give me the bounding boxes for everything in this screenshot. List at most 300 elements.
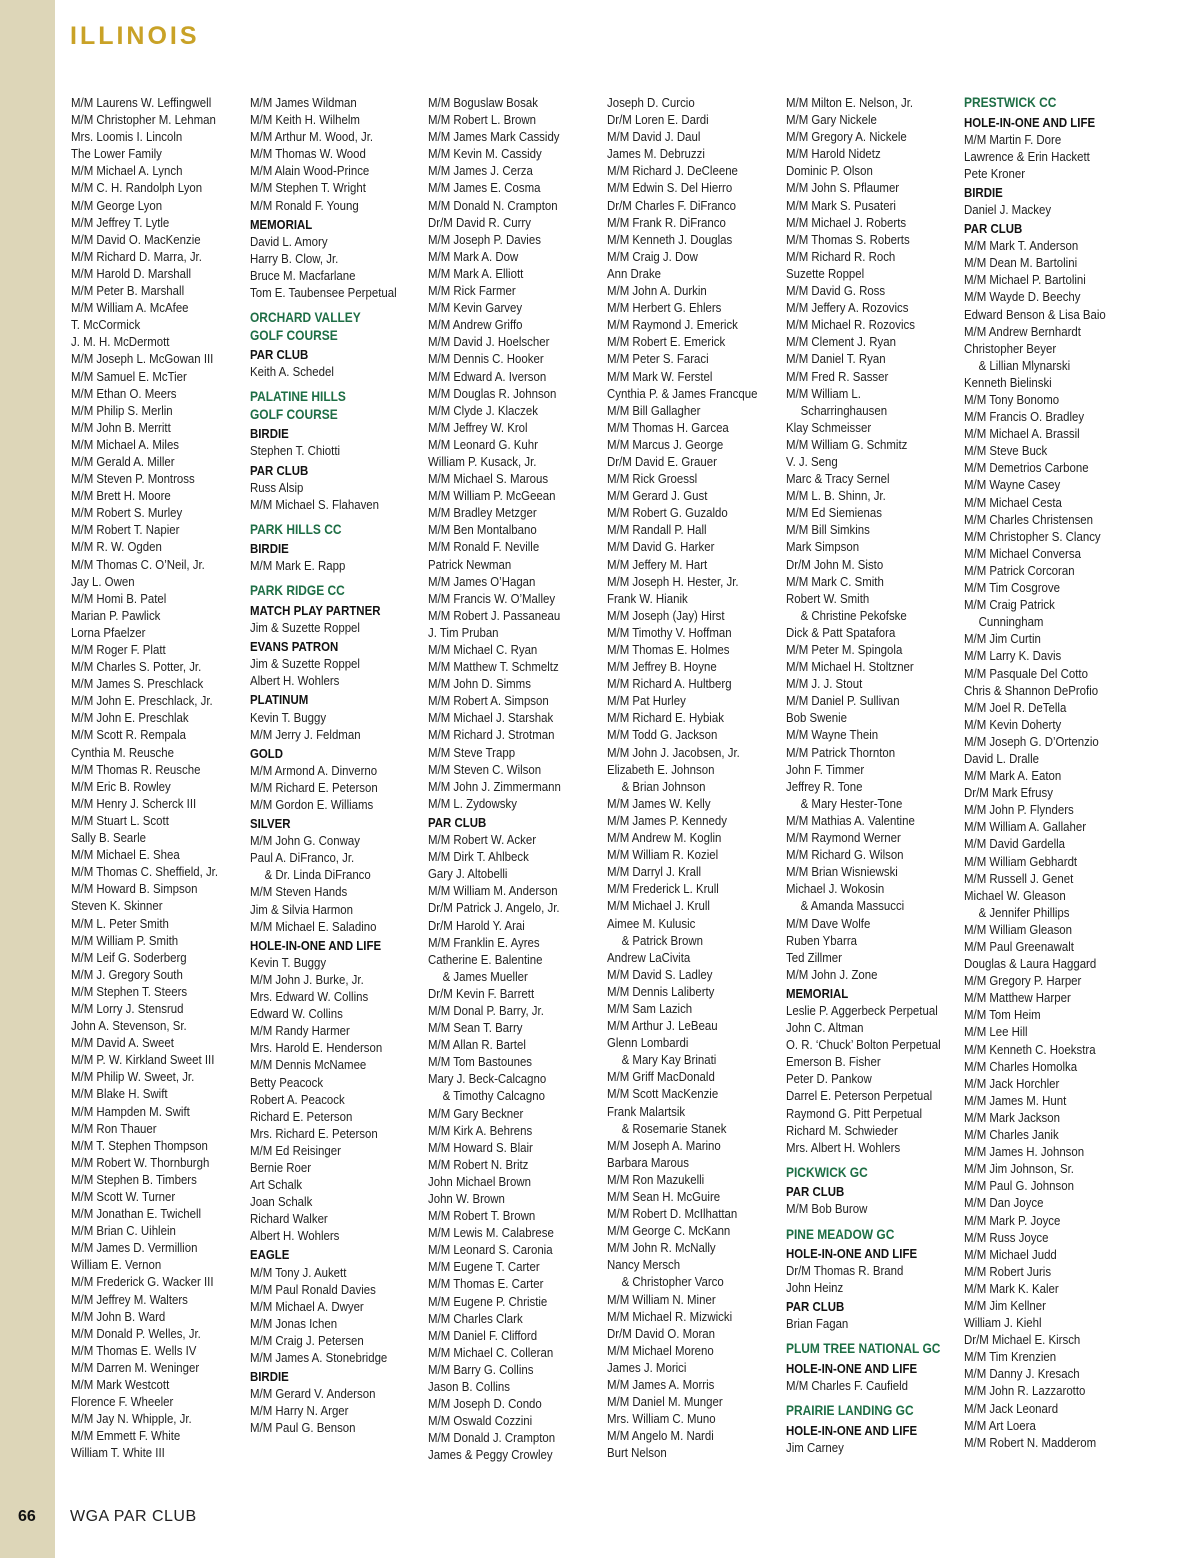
member-name: M/M Frederick L. Krull: [607, 881, 719, 897]
member-name: M/M Thomas S. Roberts: [786, 231, 910, 247]
page-number: 66: [18, 1508, 36, 1525]
member-name: M/M Timothy V. Hoffman: [607, 624, 732, 640]
member-name: M/M George Lyon: [71, 197, 163, 213]
membership-level-heading: BIRDIE: [964, 184, 1003, 200]
member-name: M/M Armond A. Dinverno: [250, 762, 378, 778]
club-heading: PLUM TREE NATIONAL GC: [786, 1341, 941, 1357]
member-name: M/M Mark Jackson: [964, 1109, 1060, 1125]
member-name: Stephen T. Chiotti: [250, 443, 341, 459]
member-name: M/M Gregory P. Harper: [964, 973, 1082, 989]
member-name: M/M Rick Farmer: [428, 283, 516, 299]
member-name: M/M Kevin Garvey: [428, 300, 523, 316]
member-name: M/M Jeffrey W. Krol: [428, 419, 528, 435]
member-name: M/M Daniel M. Munger: [607, 1394, 723, 1410]
member-name: M/M Arthur J. LeBeau: [607, 1018, 718, 1034]
membership-level-heading: SILVER: [250, 816, 291, 832]
member-name: M/M John R. McNally: [607, 1240, 716, 1256]
member-name: M/M Tony J. Aukett: [250, 1264, 347, 1280]
member-name: Gary J. Altobelli: [428, 866, 508, 882]
member-name: Mrs. Loomis I. Lincoln: [71, 129, 183, 145]
member-name: M/M Eric B. Rowley: [71, 778, 171, 794]
member-name: Sally B. Searle: [71, 830, 147, 846]
member-name: M/M Jim Kellner: [964, 1297, 1046, 1313]
member-name: M/M Mark Westcott: [71, 1377, 170, 1393]
member-name: M/M Ben Montalbano: [428, 522, 537, 538]
membership-level-heading: BIRDIE: [250, 1369, 289, 1385]
member-name: M/M William Gebhardt: [964, 853, 1078, 869]
member-name: M/M Thomas R. Reusche: [71, 761, 201, 777]
member-name: M/M Larry K. Davis: [964, 648, 1062, 664]
member-name: Albert H. Wohlers: [250, 1228, 340, 1244]
member-name: M/M Joel R. DeTella: [964, 699, 1067, 715]
membership-level-heading: PAR CLUB: [786, 1299, 845, 1315]
member-name: M/M Steven C. Wilson: [428, 761, 542, 777]
member-name: M/M Michael E. Shea: [71, 847, 180, 863]
member-name: William T. White III: [71, 1445, 165, 1461]
member-name: Dr/M Loren E. Dardi: [607, 112, 709, 128]
member-name: Jim & Suzette Roppel: [250, 656, 360, 672]
member-name: T. McCormick: [71, 317, 141, 333]
member-name: M/M Lee Hill: [964, 1024, 1028, 1040]
member-name: Burt Nelson: [607, 1445, 667, 1461]
side-strip: [0, 0, 55, 1558]
member-name: M/M Gerard V. Anderson: [250, 1386, 376, 1402]
member-name: M/M George C. McKann: [607, 1223, 731, 1239]
member-name: M/M Tom Bastounes: [428, 1054, 533, 1070]
member-name: Barbara Marous: [607, 1154, 689, 1170]
member-name: James J. Morici: [607, 1359, 687, 1375]
member-name: M/M Roger F. Platt: [71, 642, 166, 657]
club-heading: PICKWICK GC: [786, 1164, 868, 1180]
member-name: M/M Ethan O. Meers: [71, 385, 177, 401]
club-heading: PRAIRIE LANDING GC: [786, 1403, 914, 1419]
member-name: M/M Mark A. Dow: [428, 248, 519, 264]
member-name: M/M David G. Harker: [607, 539, 715, 555]
member-name: M/M Brian Wisniewski: [786, 864, 898, 880]
member-name: M/M Darren M. Weninger: [71, 1359, 200, 1375]
member-name: M/M Tom Heim: [964, 1007, 1041, 1023]
member-name: M/M Dennis McNamee: [250, 1057, 367, 1073]
member-name: M/M Leif G. Soderberg: [71, 949, 187, 965]
member-name: M/M Mark W. Ferstel: [607, 368, 713, 384]
member-name: M/M Richard J. Strotman: [428, 727, 555, 743]
member-name: M/M Michael R. Rozovics: [786, 317, 915, 333]
member-name: M/M Michael R. Mizwicki: [607, 1308, 733, 1324]
member-name: Ted Zillmer: [786, 949, 842, 965]
member-name: M/M Randy Harmer: [250, 1023, 350, 1039]
member-name: M/M Michael P. Bartolini: [964, 272, 1086, 288]
member-name: M/M Howard S. Blair: [428, 1139, 533, 1155]
member-name: M/M Patrick Thornton: [786, 744, 896, 760]
member-name: M/M Dirk T. Ahlbeck: [428, 849, 529, 865]
member-name: M/M Robert A. Simpson: [428, 693, 549, 709]
member-name: M/M John J. Zimmermann: [428, 778, 561, 794]
member-name: Art Schalk: [250, 1177, 303, 1193]
member-name: M/M Michael J. Krull: [607, 898, 710, 914]
member-name-continuation: & Mary Kay Brinati: [621, 1052, 717, 1068]
member-name: M/M Scott W. Turner: [71, 1189, 176, 1204]
member-name: M/M John B. Merritt: [71, 419, 171, 435]
member-name: John W. Brown: [428, 1191, 505, 1206]
member-name: M/M Robert S. Murley: [71, 505, 183, 521]
member-name: M/M Michael H. Stoltzner: [786, 659, 914, 675]
member-name: M/M John B. Ward: [71, 1308, 166, 1324]
member-name: M/M Ronald F. Neville: [428, 539, 540, 555]
member-name: M/M David G. Ross: [786, 283, 886, 299]
member-name: M/M Sean T. Barry: [428, 1020, 523, 1036]
member-name: M/M Daniel F. Clifford: [428, 1327, 538, 1343]
member-name: M/M Bill Simkins: [786, 522, 870, 538]
membership-level-heading: EAGLE: [250, 1247, 290, 1263]
member-name: Dr/M David E. Grauer: [607, 453, 717, 469]
member-name: M/M Dennis C. Hooker: [428, 351, 544, 367]
member-name: M/M Bill Gallagher: [607, 402, 701, 418]
member-name: M/M Stephen T. Steers: [71, 983, 188, 999]
member-name-continuation: & Christine Pekofske: [800, 607, 907, 623]
member-name: M/M Jonathan E. Twichell: [71, 1206, 202, 1222]
member-name: M/M Sam Lazich: [607, 1000, 693, 1016]
member-name: M/M Leonard G. Kuhr: [428, 436, 538, 452]
member-name: Mrs. Edward W. Collins: [250, 989, 369, 1005]
member-name: M/M Steve Buck: [964, 443, 1048, 459]
member-name: M/M Robert Juris: [964, 1263, 1052, 1279]
member-name: M/M Eugene T. Carter: [428, 1259, 540, 1275]
member-name: M/M Stephen B. Timbers: [71, 1171, 197, 1187]
state-title: ILLINOIS: [70, 22, 200, 50]
member-name: M/M Ron Mazukelli: [607, 1171, 705, 1187]
member-name: M/M Herbert G. Ehlers: [607, 300, 722, 316]
member-name: Suzette Roppel: [786, 265, 865, 281]
member-name: M/M James Mark Cassidy: [428, 129, 560, 145]
member-name: M/M Bradley Metzger: [428, 505, 537, 521]
member-name: M/M Richard R. Roch: [786, 248, 896, 264]
member-name: David L. Dralle: [964, 750, 1039, 766]
member-name-continuation: & James Mueller: [442, 968, 528, 984]
club-heading: PINE MEADOW GC: [786, 1226, 895, 1242]
member-name: Edward W. Collins: [250, 1006, 343, 1022]
member-name: M/M Michael E. Saladino: [250, 918, 377, 934]
member-name-continuation: & Rosemarie Stanek: [621, 1120, 727, 1136]
member-name: M/M David S. Ladley: [607, 966, 713, 982]
column-4: [607, 94, 785, 1462]
member-name: O. R. ‘Chuck’ Bolton Perpetual: [786, 1037, 941, 1053]
member-name: M/M Richard D. Marra, Jr.: [71, 248, 202, 264]
member-name: Marc & Tracy Sernel: [786, 471, 890, 487]
member-name: Jay L. Owen: [71, 573, 135, 589]
member-name: M/M Dave Wolfe: [786, 915, 871, 931]
member-name: M/M David A. Sweet: [71, 1035, 174, 1051]
member-name: M/M Kirk A. Behrens: [428, 1122, 533, 1138]
member-name: M/M Alain Wood-Prince: [250, 163, 370, 179]
member-name: M/M William M. Anderson: [428, 883, 558, 899]
member-name: M/M William P. McGeean: [428, 488, 556, 504]
member-name: Jeffrey R. Tone: [786, 778, 863, 794]
member-name: M/M Kevin M. Cassidy: [428, 146, 542, 162]
member-name: M/M Paul G. Benson: [250, 1420, 356, 1436]
member-name: Richard M. Schwieder: [786, 1122, 898, 1138]
member-name: M/M William N. Miner: [607, 1291, 716, 1307]
member-name: M/M Harold Nidetz: [786, 146, 881, 162]
member-name-continuation: Cunningham: [978, 614, 1044, 630]
member-name: M/M Gary Beckner: [428, 1105, 524, 1121]
member-name: M/M L. Zydowsky: [428, 795, 517, 811]
membership-level-heading: GOLD: [250, 745, 284, 761]
member-name: M/M John A. Durkin: [607, 283, 707, 299]
member-name: M/M Stuart L. Scott: [71, 812, 169, 828]
membership-level-heading: HOLE-IN-ONE AND LIFE: [250, 937, 382, 953]
member-name: M/M Todd G. Jackson: [607, 727, 718, 743]
member-name: M/M Daniel T. Ryan: [786, 351, 886, 367]
member-name-continuation: & Mary Hester-Tone: [800, 795, 903, 811]
member-name: Peter D. Pankow: [786, 1071, 872, 1087]
member-name: Dr/M Kevin F. Barrett: [428, 985, 535, 1001]
membership-level-heading: HOLE-IN-ONE AND LIFE: [786, 1422, 918, 1438]
member-name: M/M John E. Preschlack, Jr.: [71, 693, 213, 709]
member-name: M/M Thomas E. Holmes: [607, 642, 730, 657]
member-name: M/M David J. Daul: [607, 129, 701, 145]
member-name-continuation: & Jennifer Phillips: [978, 904, 1070, 920]
member-name: M/M Michael A. Brassil: [964, 426, 1080, 442]
member-name: Richard E. Peterson: [250, 1108, 353, 1124]
member-name: Richard Walker: [250, 1211, 328, 1227]
member-name: Russ Alsip: [250, 479, 304, 495]
member-name: M/M James Wildman: [250, 95, 357, 110]
member-name: M/M Michael S. Flahaven: [250, 496, 380, 512]
member-name: M/M T. Stephen Thompson: [71, 1137, 208, 1153]
member-name: M/M Boguslaw Bosak: [428, 95, 538, 110]
member-name: Elizabeth E. Johnson: [607, 761, 715, 777]
member-name: M/M Charles Christensen: [964, 511, 1094, 527]
member-name: M/M Wayde D. Beechy: [964, 289, 1081, 305]
member-name: M/M Michael A. Miles: [71, 436, 180, 452]
member-name: M/M Steve Trapp: [428, 744, 516, 760]
member-name: Glenn Lombardi: [607, 1035, 689, 1051]
member-name: V. J. Seng: [786, 453, 838, 469]
member-name: M/M Ronald F. Young: [250, 197, 359, 213]
member-name: M/M Sean H. McGuire: [607, 1189, 721, 1204]
membership-level-heading: EVANS PATRON: [250, 639, 339, 655]
member-name: M/M Jim Curtin: [964, 631, 1041, 647]
member-name: Tom E. Taubensee Perpetual: [250, 285, 397, 301]
member-name: M/M Jeffrey M. Walters: [71, 1291, 188, 1307]
member-name: M/M Harry N. Arger: [250, 1403, 349, 1419]
member-name: M/M Joseph (Jay) Hirst: [607, 607, 725, 623]
member-name: John Heinz: [786, 1280, 844, 1296]
member-name: M/M Jeffrey T. Lytle: [71, 214, 170, 230]
member-name: M/M John E. Preschlak: [71, 710, 189, 726]
member-name: M/M Griff MacDonald: [607, 1069, 715, 1085]
member-name: M/M James E. Cosma: [428, 180, 541, 196]
column-3: [428, 94, 606, 1464]
member-name: M/M Mark C. Smith: [786, 573, 884, 589]
member-name: Emerson B. Fisher: [786, 1054, 881, 1070]
member-name: M/M Mark E. Rapp: [250, 558, 346, 574]
column-5: [786, 94, 964, 1456]
member-name: Dominic P. Olson: [786, 163, 873, 179]
member-name: M/M Peter S. Faraci: [607, 351, 709, 367]
member-name: M/M David O. MacKenzie: [71, 231, 201, 247]
member-name: M/M James A. Stonebridge: [250, 1350, 388, 1365]
member-name: M/M Emmett F. White: [71, 1428, 181, 1444]
member-name: Patrick Newman: [428, 556, 512, 572]
member-name: M/M Mathias A. Valentine: [786, 812, 915, 828]
member-name: Raymond G. Pitt Perpetual: [786, 1105, 923, 1121]
member-name: M/M James H. Johnson: [964, 1144, 1085, 1160]
member-name: M/M Jonas Ichen: [250, 1315, 338, 1331]
member-name: M/M Michael Cesta: [964, 494, 1062, 510]
member-name: Dr/M Harold Y. Arai: [428, 917, 525, 933]
member-name: M/M Robert J. Passaneau: [428, 607, 561, 623]
member-name: Frank Malartsik: [607, 1103, 686, 1119]
member-name: M/M Stephen T. Wright: [250, 180, 366, 196]
member-name: Mary J. Beck-Calcagno: [428, 1071, 547, 1087]
member-name: James M. Debruzzi: [607, 146, 705, 162]
member-name: M/M P. W. Kirkland Sweet III: [71, 1052, 215, 1068]
member-name: Cynthia P. & James Francque: [607, 385, 758, 401]
member-name: M/M Gerald A. Miller: [71, 453, 175, 469]
member-name: M/M Charles Homolka: [964, 1058, 1078, 1074]
member-name: M/M Bob Burow: [786, 1201, 868, 1217]
member-name: David L. Amory: [250, 233, 328, 249]
member-name: M/M James D. Vermillion: [71, 1240, 198, 1256]
member-name: M/M Robert N. Britz: [428, 1156, 529, 1172]
member-name: M/M Charles F. Caufield: [786, 1378, 909, 1394]
club-heading: PALATINE HILLS: [250, 389, 346, 405]
member-name: M/M James J. Cerza: [428, 163, 533, 179]
member-name: Dr/M Thomas R. Brand: [786, 1263, 904, 1279]
member-name: Marian P. Pawlick: [71, 607, 161, 623]
member-name: M/M Patrick Corcoran: [964, 562, 1075, 578]
member-name: Dr/M Patrick J. Angelo, Jr.: [428, 900, 560, 916]
member-name: Jim & Silvia Harmon: [250, 901, 353, 917]
member-name: M/M Andrew Bernhardt: [964, 323, 1081, 339]
member-name: Christopher Beyer: [964, 340, 1057, 356]
member-name: John F. Timmer: [786, 761, 865, 777]
member-name: M/M James M. Hunt: [964, 1092, 1067, 1108]
member-name: M/M Raymond Werner: [786, 830, 901, 846]
donor-columns: [71, 94, 1196, 1484]
member-name: M/M Andrew M. Koglin: [607, 830, 722, 846]
membership-level-heading: PAR CLUB: [250, 462, 309, 478]
member-name: M/M Joseph D. Condo: [428, 1396, 542, 1412]
member-name: Darrel E. Peterson Perpetual: [786, 1088, 933, 1104]
member-name: M/M Dan Joyce: [964, 1195, 1044, 1211]
member-name: M/M Jeffery M. Hart: [607, 556, 708, 572]
member-name: Kevin T. Buggy: [250, 709, 327, 725]
member-name: M/M Michael J. Roberts: [786, 214, 907, 230]
member-name: M/M John D. Simms: [428, 676, 531, 692]
member-name: M/M William A. McAfee: [71, 300, 189, 316]
member-name-continuation: & Timothy Calcagno: [442, 1088, 545, 1104]
member-name: M/M Fred R. Sasser: [786, 368, 889, 384]
member-name: Brian Fagan: [786, 1316, 849, 1332]
member-name: M/M Kenneth J. Douglas: [607, 231, 733, 247]
member-name: M/M Lorry J. Stensrud: [71, 1000, 184, 1016]
member-name: Dr/M Michael E. Kirsch: [964, 1332, 1081, 1348]
member-name: Kevin T. Buggy: [250, 954, 327, 970]
member-name: M/M Robert G. Guzaldo: [607, 505, 728, 521]
member-name: M/M Danny J. Kresach: [964, 1366, 1080, 1382]
member-name: Betty Peacock: [250, 1074, 324, 1090]
member-name: M/M John R. Lazzarotto: [964, 1383, 1086, 1399]
member-name: M/M John G. Conway: [250, 833, 360, 849]
member-name: M/M Scott MacKenzie: [607, 1086, 719, 1102]
member-name: Jim Carney: [786, 1439, 844, 1455]
member-name: M/M Joseph L. McGowan III: [71, 351, 214, 367]
member-name: M/M Douglas R. Johnson: [428, 385, 557, 401]
club-heading: ORCHARD VALLEY: [250, 310, 361, 326]
member-name: M/M Thomas E. Wells IV: [71, 1342, 197, 1358]
member-name: M/M Christopher S. Clancy: [964, 528, 1101, 544]
member-name: M/M Charles S. Potter, Jr.: [71, 659, 202, 675]
member-name: John C. Altman: [786, 1020, 864, 1036]
member-name: M/M Clyde J. Klaczek: [428, 402, 538, 418]
member-name: M/M Jack Horchler: [964, 1075, 1060, 1091]
club-heading: PARK HILLS CC: [250, 521, 342, 537]
member-name: M/M Tim Krenzien: [964, 1349, 1057, 1365]
member-name: M/M Jeffery A. Rozovics: [786, 300, 909, 316]
member-name: M/M Lewis M. Calabrese: [428, 1225, 554, 1241]
member-name: M/M Leonard S. Caronia: [428, 1242, 553, 1258]
member-name: M/M Daniel P. Sullivan: [786, 693, 900, 709]
club-heading: PARK RIDGE CC: [250, 583, 345, 599]
member-name: M/M Frank R. DiFranco: [607, 214, 726, 230]
member-name: John A. Stevenson, Sr.: [71, 1018, 187, 1034]
member-name: M/M Donal P. Barry, Jr.: [428, 1002, 544, 1018]
member-name: M/M Paul Ronald Davies: [250, 1281, 376, 1297]
member-name: M/M William G. Schmitz: [786, 436, 908, 452]
member-name: M/M Charles Clark: [428, 1310, 523, 1326]
member-name: M/M Matthew Harper: [964, 990, 1071, 1006]
member-name: M/M Robert W. Thornburgh: [71, 1154, 210, 1170]
member-name: M/M Darryl J. Krall: [607, 864, 702, 880]
member-name: M/M Robert L. Brown: [428, 112, 537, 128]
membership-level-heading: MEMORIAL: [786, 985, 849, 1001]
member-name: M/M Francis W. O’Malley: [428, 590, 556, 606]
member-name: M/M Francis O. Bradley: [964, 409, 1085, 425]
member-name: Robert W. Smith: [786, 590, 870, 606]
member-name: M/M William A. Gallaher: [964, 819, 1086, 835]
member-name: M/M James W. Kelly: [607, 795, 711, 811]
member-name: M/M Craig Patrick: [964, 597, 1055, 613]
member-name: M/M Michael C. Colleran: [428, 1344, 554, 1360]
member-name: M/M Christopher M. Lehman: [71, 112, 216, 128]
member-name: Michael W. Gleason: [964, 887, 1066, 903]
member-name: M/M Henry J. Scherck III: [71, 795, 197, 811]
member-name: M/M Russell J. Genet: [964, 870, 1074, 886]
member-name: M/M Michael C. Ryan: [428, 642, 538, 657]
member-name: William J. Kiehl: [964, 1315, 1042, 1331]
member-name: M/M L. Peter Smith: [71, 915, 169, 931]
club-heading: PRESTWICK CC: [964, 95, 1057, 110]
member-name: M/M Charles Janik: [964, 1127, 1059, 1143]
member-name: Lorna Pfaelzer: [71, 624, 146, 640]
member-name: M/M Dean M. Bartolini: [964, 255, 1078, 271]
member-name: William P. Kusack, Jr.: [428, 453, 537, 469]
column-2: [250, 94, 428, 1436]
member-name: Pete Kroner: [964, 165, 1026, 181]
member-name: M/M Mark A. Elliott: [428, 265, 524, 281]
member-name: M/M Samuel E. McTier: [71, 368, 187, 384]
member-name-continuation: & Dr. Linda DiFranco: [264, 867, 371, 883]
member-name-continuation: Scharringhausen: [800, 402, 888, 418]
member-name: M/M Wayne Casey: [964, 477, 1061, 493]
member-name: M/M Thomas W. Wood: [250, 146, 366, 162]
member-name: M/M James S. Preschlack: [71, 676, 204, 692]
member-name: M/M Michael Moreno: [607, 1342, 714, 1358]
member-name: Mrs. Richard E. Peterson: [250, 1125, 378, 1141]
member-name: J. Tim Pruban: [428, 624, 499, 640]
